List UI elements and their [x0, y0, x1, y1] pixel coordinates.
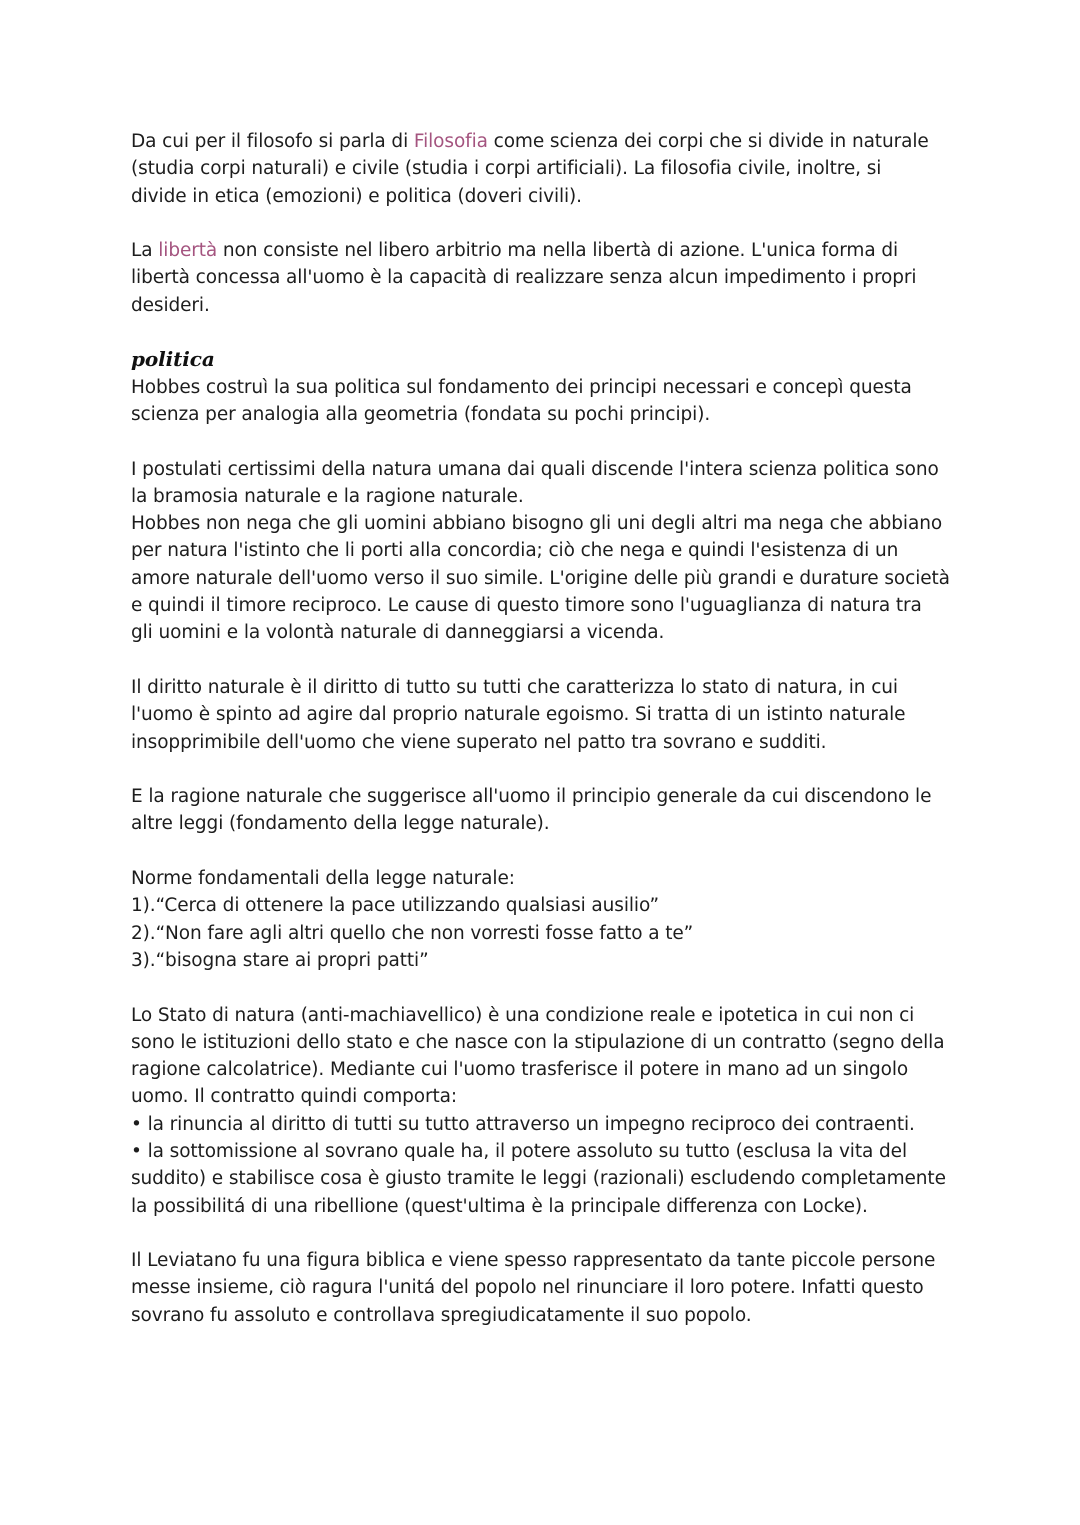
paragraph-stato-di-natura: [131, 1002, 961, 1220]
text-line: e quindi il timore reciproco. Le cause di questo timore sono l'uguaglianza di natura tra: [131, 595, 922, 617]
text-line: Il Leviatano fu una figura biblica e viene spesso rappresentato da tante piccole persone: [131, 1250, 936, 1272]
paragraph-filosofia: [131, 128, 961, 210]
text-line: suddito) e stabilisce cosa è giusto tramite le leggi (razionali) escludendo completamente: [131, 1168, 946, 1190]
text-span: come scienza dei corpi che si divide in naturale: [487, 131, 929, 152]
bullet-item: • la rinuncia al diritto di tutti su tutto attraverso un impegno reciproco dei contraenti.: [131, 1113, 915, 1135]
text-line: desideri.: [131, 294, 210, 316]
text-line: gli uomini e la volontà naturale di danneggiarsi a vicenda.: [131, 622, 665, 644]
text-line: scienza per analogia alla geometria (fondata su pochi principi).: [131, 403, 711, 425]
text-line: Hobbes costruì la sua politica sul fondamento dei principi necessari e concepì questa: [131, 376, 912, 398]
text-line: sono le istituzioni dello stato e che nasce con la stipulazione di un contratto (segno della: [131, 1031, 945, 1053]
text-line: I postulati certissimi della natura umana dai quali discende l'intera scienza politica sono: [131, 458, 939, 480]
text-line: Hobbes non nega che gli uomini abbiano bisogno gli uni degli altri ma nega che abbiano: [131, 513, 943, 535]
section-heading: [131, 346, 961, 373]
text-line: messe insieme, ciò ragura l'unitá del popolo nel rinunciare il loro potere. Infatti questo: [131, 1277, 924, 1299]
list-intro: Norme fondamentali della legge naturale:: [131, 868, 515, 890]
text-line: insopprimibile dell'uomo che viene superato nel patto tra sovrano e sudditi.: [131, 731, 827, 753]
text-span: La: [131, 240, 159, 262]
list-item: 2).“Non fare agli altri quello che non vorresti fosse fatto a te”: [131, 922, 694, 944]
bullet-item: • la sottomissione al sovrano quale ha, il potere assoluto su tutto (esclusa la vita del: [131, 1140, 907, 1162]
paragraph-liberta: [131, 237, 961, 319]
term-filosofia: Filosofia: [413, 131, 488, 152]
text-line: uomo. Il contratto quindi comporta:: [131, 1086, 458, 1108]
text-line: [131, 237, 961, 264]
text-line: Il diritto naturale è il diritto di tutto su tutti che caratterizza lo stato di natura, in cui: [131, 676, 898, 698]
list-item: 3).“bisogna stare ai propri patti”: [131, 949, 429, 971]
text-line: altre leggi (fondamento della legge naturale).: [131, 813, 550, 835]
text-line: l'uomo è spinto ad agire dal proprio naturale egoismo. Si tratta di un istinto naturale: [131, 704, 906, 726]
heading-politica: politica: [131, 347, 215, 372]
list-item: 1).“Cerca di ottenere la pace utilizzando qualsiasi ausilio”: [131, 895, 659, 917]
text-line: [131, 128, 961, 155]
text-span: non consiste nel libero arbitrio ma nella libertà di azione. L'unica forma di: [217, 240, 899, 262]
text-line: per natura l'istinto che li porti alla concordia; ciò che nega e quindi l'esistenza di un: [131, 540, 899, 562]
paragraph-diritto-naturale: [131, 674, 961, 756]
paragraph-ragione-naturale: [131, 783, 961, 838]
term-liberta: libertà: [158, 240, 218, 262]
paragraph-leviatano: [131, 1247, 961, 1329]
list-norme: [131, 865, 961, 974]
text-line: amore naturale dell'uomo verso il suo simile. L'origine delle più grandi e durature società: [131, 567, 950, 589]
document-page: [131, 128, 961, 1329]
text-line: la bramosia naturale e la ragione naturale.: [131, 485, 524, 507]
text-line: ragione calcolatrice). Mediante cui l'uomo trasferisce il potere in mano ad un singolo: [131, 1059, 909, 1081]
text-line: sovrano fu assoluto e controllava spregiudicatamente il suo popolo.: [131, 1304, 752, 1326]
text-span: Da cui per il filosofo si parla di: [131, 131, 414, 152]
text-line: (studia corpi naturali) e civile (studia i corpi artificiali). La filosofia civile, inoltre, si: [131, 158, 882, 180]
text-line: divide in etica (emozioni) e politica (doveri civili).: [131, 185, 582, 207]
text-line: la possibilitá di una ribellione (quest'ultima è la principale differenza con Locke).: [131, 1195, 868, 1217]
paragraph-hobbes-politica: [131, 374, 961, 429]
text-line: E la ragione naturale che suggerisce all'uomo il principio generale da cui discendono le: [131, 786, 932, 808]
text-line: libertà concessa all'uomo è la capacità di realizzare senza alcun impedimento i propri: [131, 267, 917, 289]
paragraph-postulati: [131, 456, 961, 647]
text-line: Lo Stato di natura (anti-machiavellico) è una condizione reale e ipotetica in cui non ci: [131, 1004, 915, 1026]
